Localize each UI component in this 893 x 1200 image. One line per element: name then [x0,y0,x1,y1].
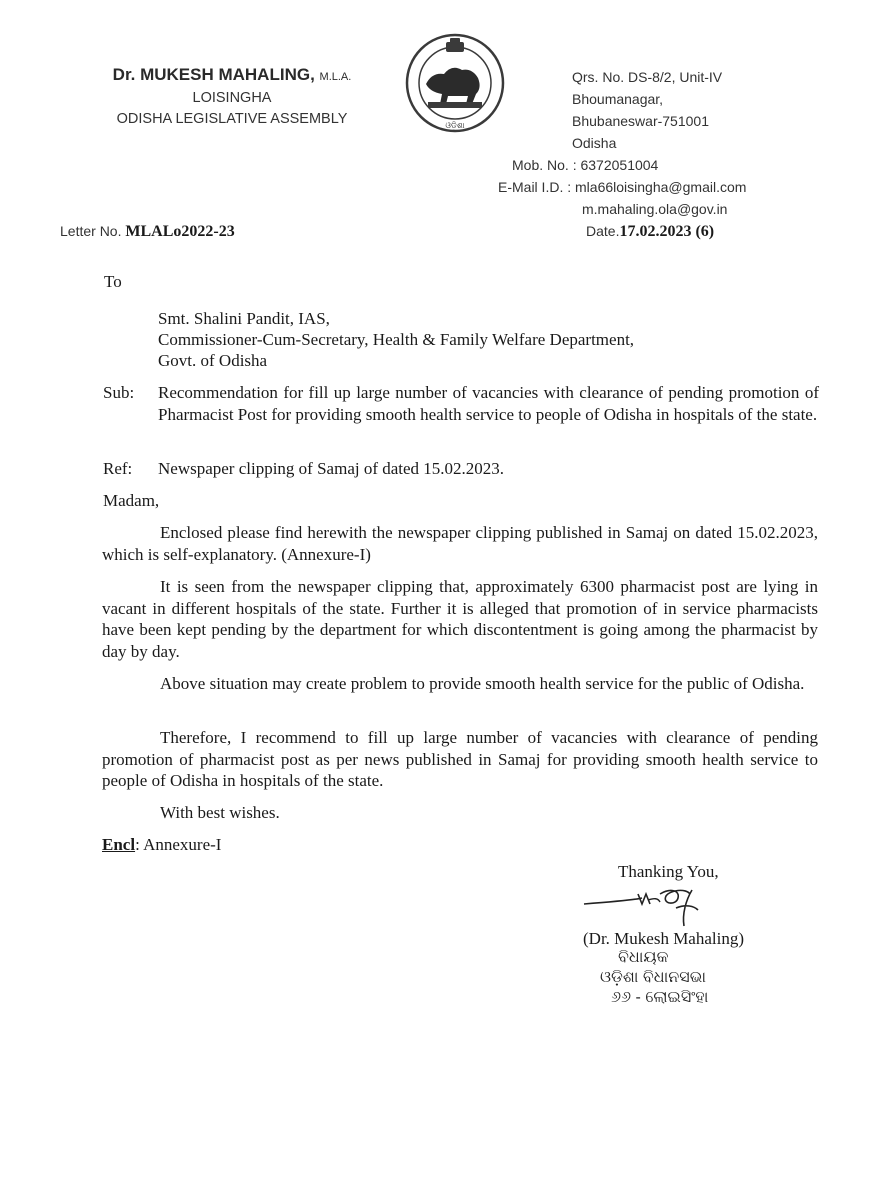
paragraph-3: Above situation may create problem to provide smooth health service for the public of Odisha. [160,674,805,693]
closing-wishes: With best wishes. [160,803,280,822]
letter-number-value: MLALo2022-23 [125,223,235,240]
svg-text:ଓଡ଼ିଶା: ଓଡ଼ିଶା [445,121,465,130]
address-line-2: Bhoumanagar, [572,91,664,107]
letter-number: Letter No. MLALo2022-23 [60,223,235,240]
paragraph-4: Therefore, I recommend to fill up large number of vacancies with clearance of pending promotion of pharmacist post as per news published in Samaj for providing smooth health service to people of Odisha in hospitals of the state. [102,728,818,790]
enclosure [102,834,221,856]
salutation: Madam, [103,491,160,510]
recipient-line-3: Govt. of Odisha [158,351,268,370]
odia-designation-line-1: ବିଧାୟକ [618,949,669,966]
odia-designation-line-3: ୬୬ - ଲୋଇସିଂହା [611,989,709,1006]
assembly-name: ODISHA LEGISLATIVE ASSEMBLY [116,111,348,127]
recipient-line-2: Commissioner-Cum-Secretary, Health & Family Welfare Department, [158,330,635,349]
subject-text: Recommendation for fill up large number of vacancies with clearance of pending promotion of Pharmacist Post for providing smooth health service to people of Odisha in hospitals of the state. [158,383,819,424]
handwritten-signature [580,880,730,930]
reference-label: Ref: [103,459,133,478]
mla-name: Dr. MUKESH MAHALING, M.L.A. [112,65,352,84]
address-line-3: Bhubaneswar-751001 [572,113,709,129]
letterhead-left [62,64,402,130]
paragraph-1: Enclosed please find herewith the newspaper clipping published in Samaj on dated 15.02.2023, which is self-explanatory. (Annexure-I) [102,523,818,564]
signatory-name: (Dr. Mukesh Mahaling) [583,929,745,948]
paragraph-2: It is seen from the newspaper clipping that, approximately 6300 pharmacist post are lying in vacant in different hospitals of the state. Further it is alleged that promotion of in service pharmacists have been kept pending by the department for which discontentment is going among the pharmacist by day by day. [102,577,818,661]
address-line-1: Qrs. No. DS-8/2, Unit-IV [572,69,723,85]
letter-date-value: 17.02.2023 (6) [619,223,715,240]
odisha-assembly-emblem-icon [404,32,506,134]
constituency: LOISINGHA [192,90,272,106]
to-label: To [104,272,122,291]
mla-suffix: M.L.A. [319,71,352,83]
recipient-line-1: Smt. Shalini Pandit, IAS, [158,309,330,328]
enclosure-label: Encl [102,835,136,854]
email-row: E-Mail I.D. : mla66loisingha@gmail.com [498,179,747,195]
thanking-you: Thanking You, [618,862,719,881]
odia-designation-line-2: ଓଡ଼ିଶା ବିଧାନସଭା [600,969,706,986]
subject-label: Sub: [103,383,135,402]
email-primary: mla66loisingha@gmail.com [575,179,747,195]
letter-date: Date.17.02.2023 (6) [586,223,715,240]
address-line-4: Odisha [572,135,617,151]
enclosure-value: : Annexure-I [135,835,222,854]
reference-text: Newspaper clipping of Samaj of dated 15.02.2023. [158,459,505,478]
mobile-number: 6372051004 [580,157,659,173]
mobile-row: Mob. No. : 6372051004 [512,157,659,173]
email-secondary: m.mahaling.ola@gov.in [582,201,728,217]
